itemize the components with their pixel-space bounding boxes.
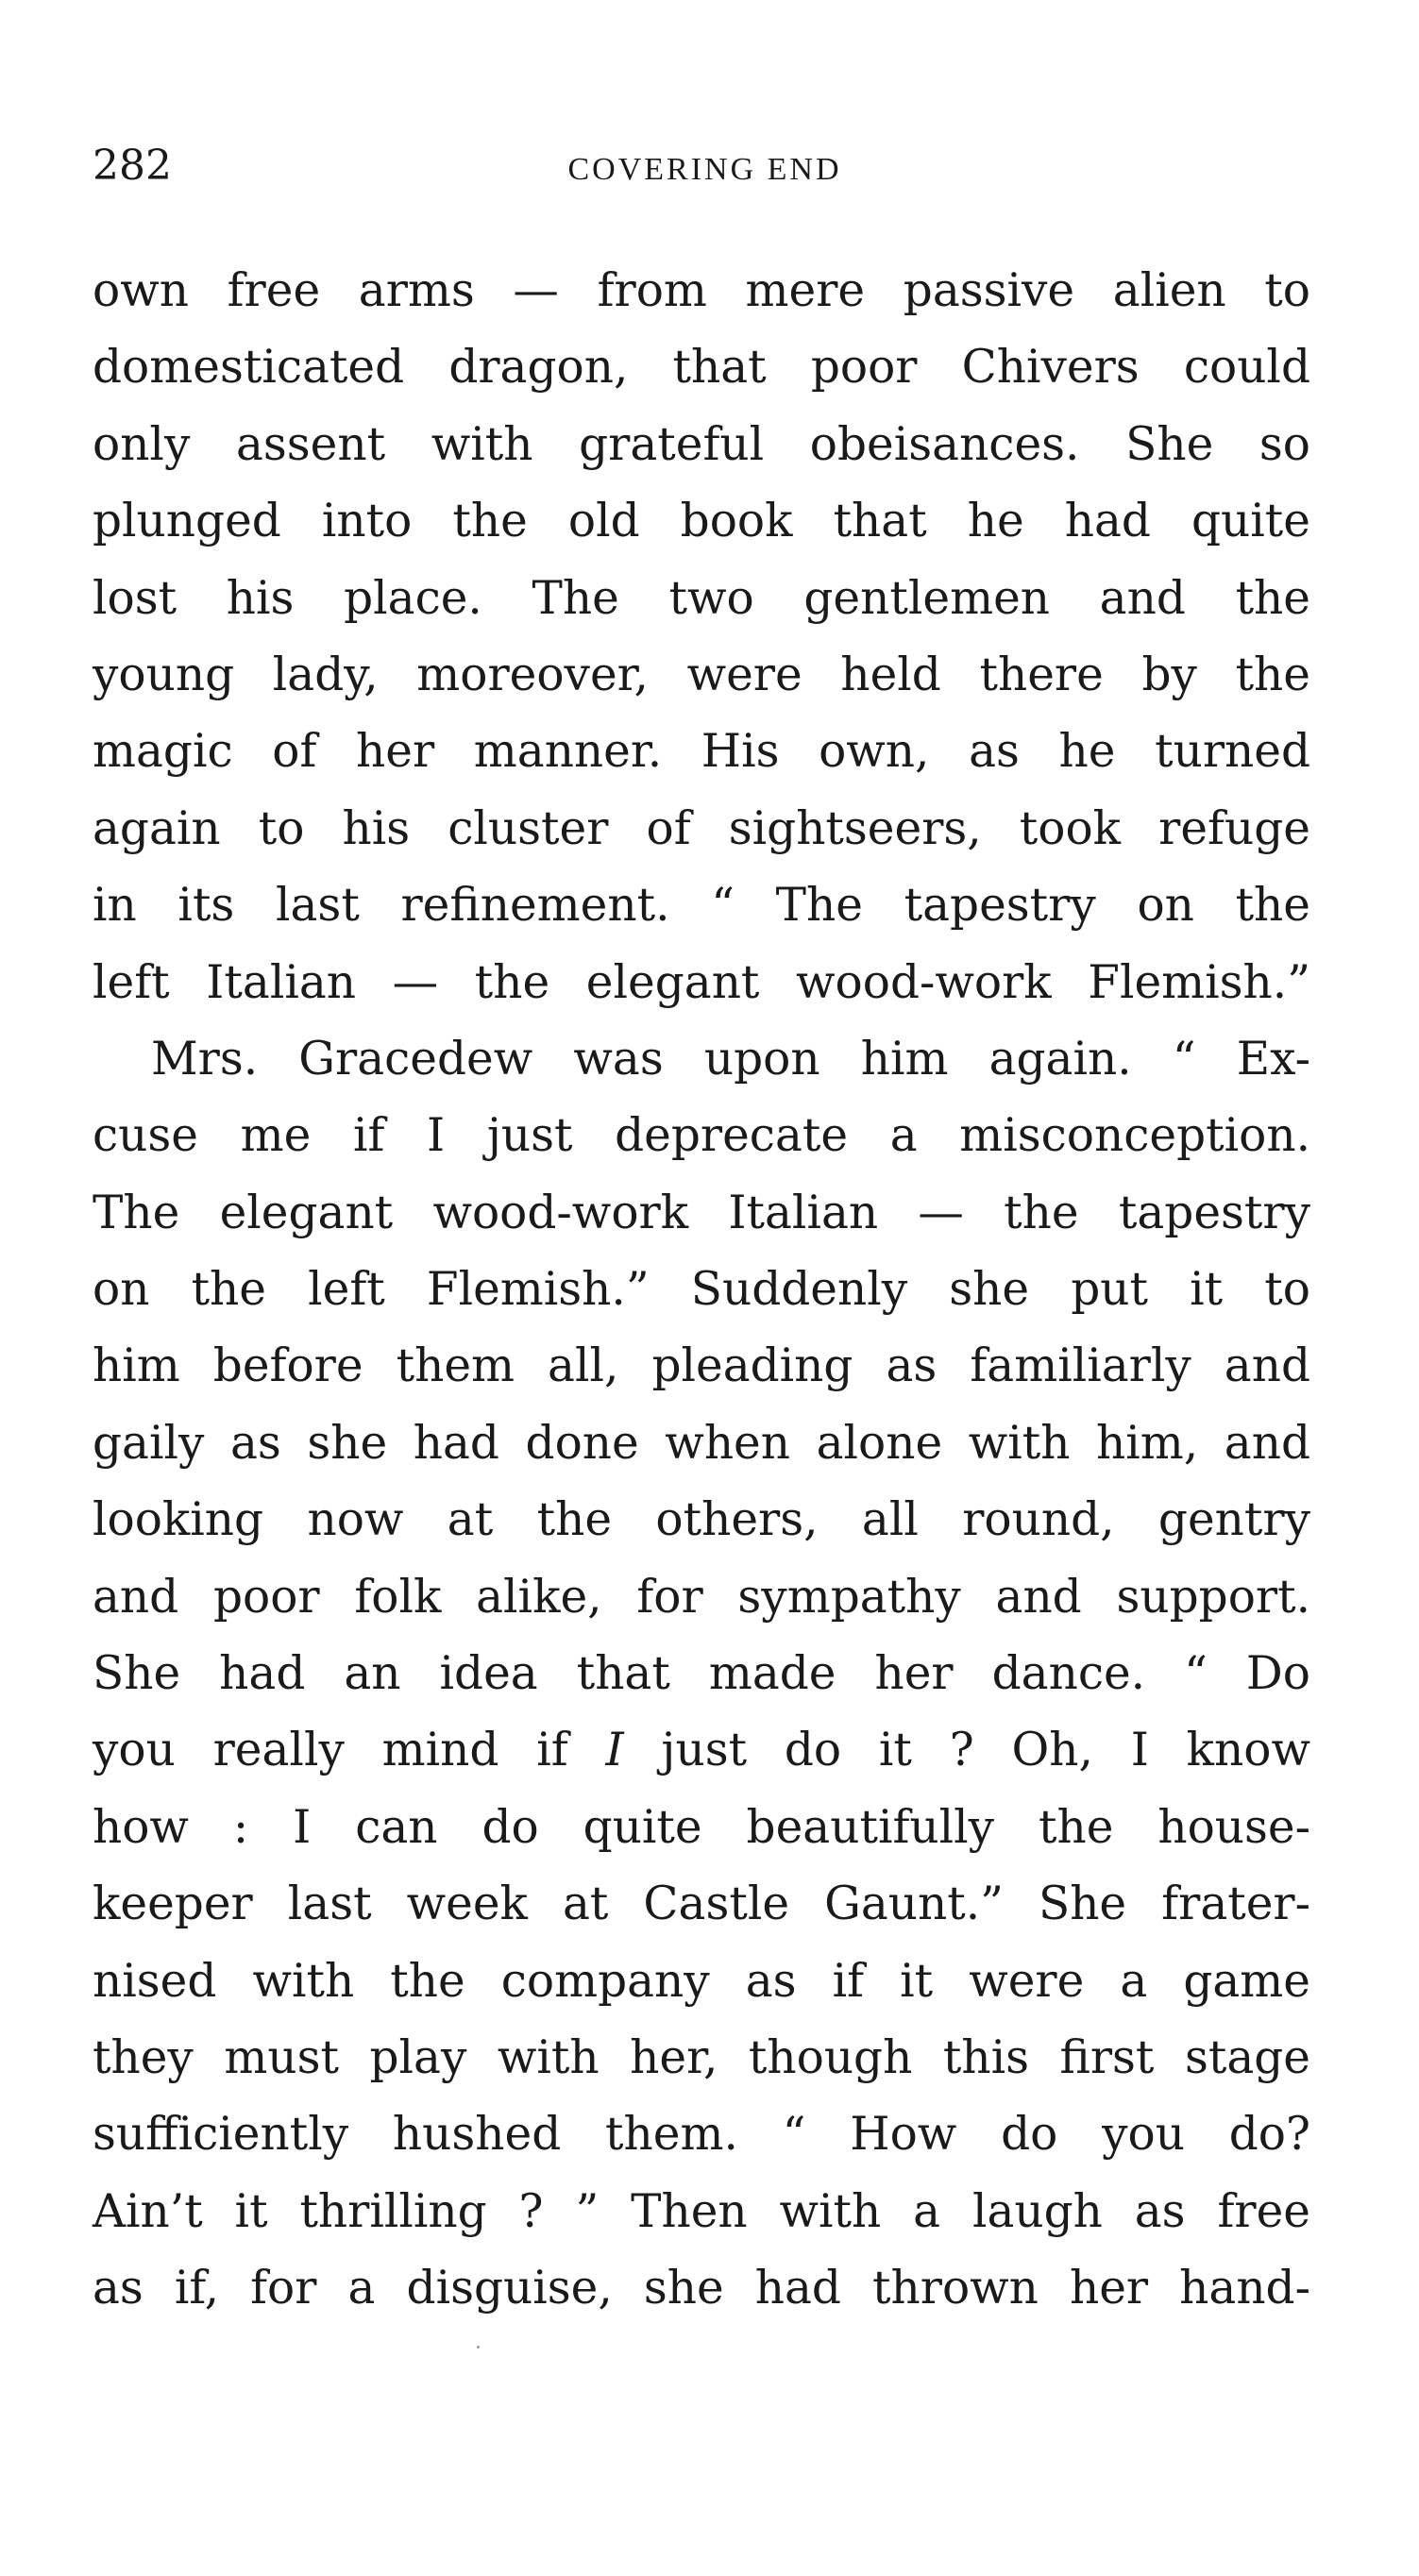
paper-speck (477, 2346, 480, 2349)
page-header (93, 132, 1317, 200)
text-line: plunged into the old book that he had quite (93, 495, 1310, 548)
text-line: him before them all, pleading as familiarly and (93, 1339, 1310, 1393)
text-line: looking now at the others, all round, gentry (93, 1493, 1310, 1547)
text-line: The elegant wood-work Italian — the tapestry (93, 1186, 1310, 1239)
text-line: they must play with her, though this first stage (93, 2030, 1310, 2084)
text-line: lost his place. The two gentlemen and the (93, 571, 1310, 625)
text-line: domesticated dragon, that poor Chivers could (93, 341, 1310, 395)
page-number: 282 (93, 142, 172, 190)
text-line: cuse me if I just deprecate a misconception. (93, 1109, 1310, 1163)
text-line: again to his cluster of sightseers, took refuge (93, 801, 1310, 855)
running-head: COVERING END (567, 152, 842, 187)
text-line: in its last refinement. “ The tapestry on the (93, 879, 1310, 933)
text-line-with-italic (93, 1712, 1310, 1789)
text-line: on the left Flemish.” Suddenly she put it to (93, 1263, 1310, 1317)
text-line: how : I can do quite beautifully the house- (93, 1800, 1310, 1854)
text-line: own free arms — from mere passive alien to (93, 264, 1310, 317)
text-line: only assent with grateful obeisances. She so (93, 417, 1310, 471)
text-line: nised with the company as if it were a game (93, 1954, 1310, 2008)
text-segment: you really mind if (93, 1724, 606, 1777)
text-line: magic of her manner. His own, as he turned (93, 725, 1310, 779)
italic-word: I (605, 1724, 624, 1777)
text-line: Ain’t it thrilling ? ” Then with a laugh as free (93, 2184, 1310, 2238)
text-line: young lady, moreover, were held there by the (93, 648, 1310, 701)
text-segment: just do it ? Oh, I know (623, 1724, 1310, 1777)
text-line: sufficiently hushed them. “ How do you do? (93, 2108, 1310, 2162)
text-line: as if, for a disguise, she had thrown her hand- (93, 2262, 1310, 2315)
text-line: She had an idea that made her dance. “ Do (93, 1647, 1310, 1701)
text-line: keeper last week at Castle Gaunt.” She frater- (93, 1877, 1310, 1931)
paragraph-start-line: Mrs. Gracedew was upon him again. “ Ex- (151, 1032, 1310, 1086)
body-text (93, 253, 1310, 2328)
text-line: left Italian — the elegant wood-work Flemish.” (93, 955, 1310, 1009)
text-line: gaily as she had done when alone with him, and (93, 1416, 1310, 1470)
text-line: and poor folk alike, for sympathy and support. (93, 1570, 1310, 1624)
